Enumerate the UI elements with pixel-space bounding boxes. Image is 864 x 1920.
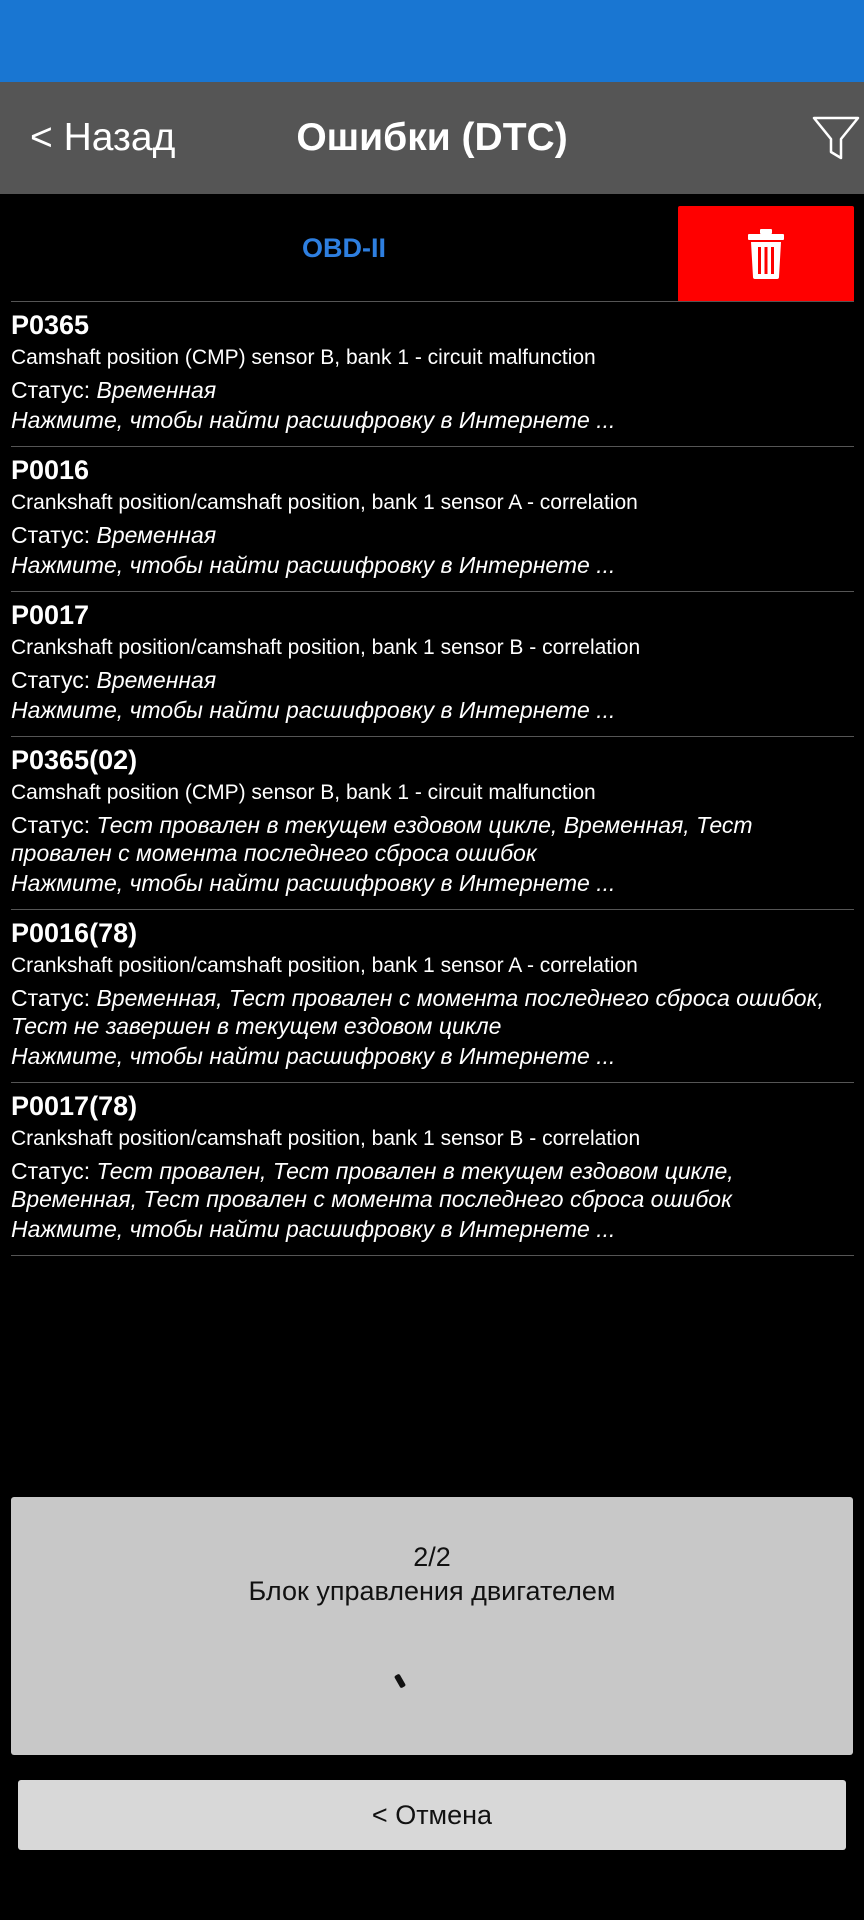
dtc-status-label: Статус: [11, 1158, 91, 1184]
dtc-item[interactable] [11, 447, 854, 592]
page-title: Ошибки (DTC) [296, 116, 568, 159]
protocol-row [0, 194, 864, 302]
filter-icon[interactable] [810, 112, 862, 164]
delete-codes-button[interactable] [678, 206, 854, 302]
dtc-item[interactable] [11, 737, 854, 910]
dtc-search-hint[interactable]: Нажмите, чтобы найти расшифровку в Интернете ... [11, 1043, 616, 1069]
dtc-search-hint[interactable]: Нажмите, чтобы найти расшифровку в Интернете ... [11, 552, 616, 578]
trash-icon [748, 229, 784, 279]
dtc-code: P0017(78) [11, 1091, 138, 1121]
dtc-search-hint[interactable]: Нажмите, чтобы найти расшифровку в Интернете ... [11, 697, 616, 723]
dtc-status-label: Статус: [11, 377, 91, 403]
dtc-search-hint[interactable]: Нажмите, чтобы найти расшифровку в Интернете ... [11, 407, 616, 433]
dtc-status-value: Временная, Тест провален с момента последнего сброса ошибок, Тест не завершен в текущем ездовом цикле [11, 985, 824, 1039]
dtc-status-label: Статус: [11, 667, 91, 693]
status-bar [0, 0, 864, 82]
protocol-label: OBD-II [302, 233, 386, 263]
dtc-status-value: Временная [96, 667, 217, 693]
dtc-list [11, 301, 854, 1256]
app-header [0, 82, 864, 194]
progress-module-name: Блок управления двигателем [248, 1576, 616, 1606]
dtc-status-label: Статус: [11, 522, 91, 548]
dtc-description: Crankshaft position/camshaft position, bank 1 sensor A - correlation [11, 954, 638, 977]
dtc-search-hint[interactable]: Нажмите, чтобы найти расшифровку в Интернете ... [11, 1216, 616, 1242]
dtc-status [11, 521, 854, 549]
cancel-button[interactable]: < Отмена [18, 1780, 846, 1850]
dtc-code: P0365 [11, 310, 90, 340]
dtc-status-value: Тест провален в текущем ездовом цикле, Временная, Тест провален с момента последнего сброса ошибок [11, 812, 753, 866]
dtc-description: Camshaft position (CMP) sensor B, bank 1 - circuit malfunction [11, 346, 596, 369]
dtc-item[interactable] [11, 302, 854, 447]
dtc-code: P0017 [11, 600, 90, 630]
dtc-status [11, 1157, 854, 1213]
dtc-description: Crankshaft position/camshaft position, bank 1 sensor B - correlation [11, 636, 641, 659]
dtc-description: Crankshaft position/camshaft position, bank 1 sensor B - correlation [11, 1127, 641, 1150]
dtc-search-hint[interactable]: Нажмите, чтобы найти расшифровку в Интернете ... [11, 870, 616, 896]
back-button[interactable]: < Назад [30, 116, 176, 159]
dtc-item[interactable] [11, 910, 854, 1083]
dtc-item[interactable] [11, 592, 854, 737]
dtc-status [11, 984, 854, 1040]
dtc-status [11, 666, 854, 694]
dtc-status-value: Временная [96, 522, 217, 548]
dtc-status [11, 811, 854, 867]
dtc-code: P0365(02) [11, 745, 138, 775]
progress-count: 2/2 [413, 1542, 451, 1572]
dtc-code: P0016(78) [11, 918, 138, 948]
dtc-item[interactable] [11, 1083, 854, 1256]
dtc-description: Camshaft position (CMP) sensor B, bank 1 - circuit malfunction [11, 781, 596, 804]
dtc-status-value: Тест провален, Тест провален в текущем ездовом цикле, Временная, Тест провален с момента последнего сброса ошибок [11, 1158, 734, 1212]
dtc-code: P0016 [11, 455, 90, 485]
dtc-status [11, 376, 854, 404]
loading-spinner-icon [394, 1672, 406, 1692]
progress-panel [11, 1497, 853, 1755]
dtc-status-label: Статус: [11, 985, 91, 1011]
dtc-status-label: Статус: [11, 812, 91, 838]
dtc-description: Crankshaft position/camshaft position, bank 1 sensor A - correlation [11, 491, 638, 514]
dtc-status-value: Временная [96, 377, 217, 403]
